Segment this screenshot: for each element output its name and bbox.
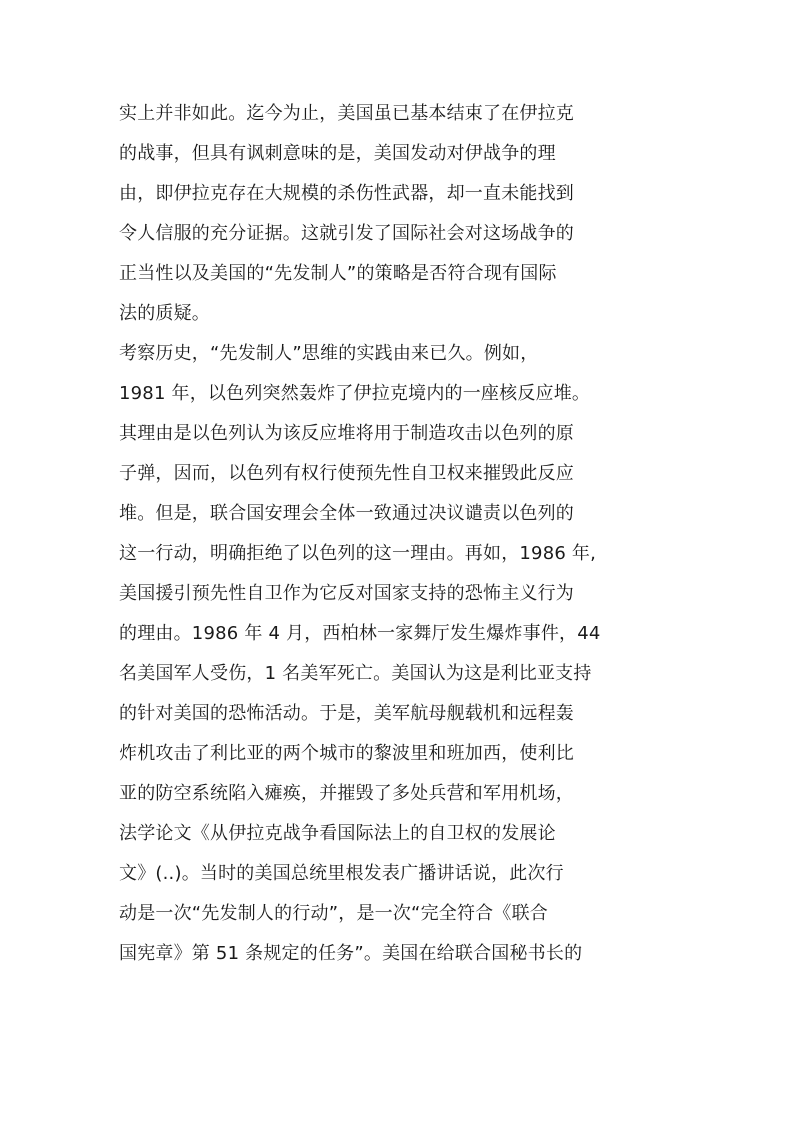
text-line: 国宪章》第 51 条规定的任务”。美国在给联合国秘书长的 xyxy=(119,943,583,964)
text-line: 的针对美国的恐怖活动。于是，美军航母舰载机和远程轰 xyxy=(119,703,574,724)
text-line: 的理由。1986 年 4 月，西柏林一家舞厅发生爆炸事件，44 xyxy=(119,623,601,644)
text-line: 实上并非如此。迄今为止，美国虽已基本结束了在伊拉克 xyxy=(119,103,574,124)
text-line: 令人信服的充分证据。这就引发了国际社会对这场战争的 xyxy=(119,223,574,244)
text-line: 其理由是以色列认为该反应堆将用于制造攻击以色列的原 xyxy=(119,423,574,444)
text-line: 法的质疑。 xyxy=(119,303,210,324)
text-line: 这一行动，明确拒绝了以色列的这一理由。再如，1986 年, xyxy=(119,543,597,564)
text-line: 法学论文《从伊拉克战争看国际法上的自卫权的发展论 xyxy=(119,823,556,844)
text-line: 炸机攻击了利比亚的两个城市的黎波里和班加西，使利比 xyxy=(119,743,574,764)
text-line: 由，即伊拉克存在大规模的杀伤性武器，却一直未能找到 xyxy=(119,183,574,204)
text-line: 正当性以及美国的“先发制人”的策略是否符合现有国际 xyxy=(119,263,557,284)
text-line: 动是一次“先发制人的行动”，是一次“完全符合《联合 xyxy=(119,903,548,924)
text-line: 1981 年，以色列突然轰炸了伊拉克境内的一座核反应堆。 xyxy=(119,383,591,404)
text-line: 名美国军人受伤，1 名美军死亡。美国认为这是利比亚支持 xyxy=(119,663,592,684)
text-line: 子弹，因而，以色列有权行使预先性自卫权来摧毁此反应 xyxy=(119,463,574,484)
text-line: 堆。但是，联合国安理会全体一致通过决议谴责以色列的 xyxy=(119,503,574,524)
text-line: 考察历史，“先发制人”思维的实践由来已久。例如， xyxy=(119,343,539,364)
body-text xyxy=(119,94,679,974)
text-line: 美国援引预先性自卫作为它反对国家支持的恐怖主义行为 xyxy=(119,583,574,604)
text-line: 的战事，但具有讽刺意味的是，美国发动对伊战争的理 xyxy=(119,143,556,164)
text-line: 亚的防空系统陷入瘫痪，并摧毁了多处兵营和军用机场， xyxy=(119,783,574,804)
text-line: 文》(..)。当时的美国总统里根发表广播讲话说，此次行 xyxy=(119,863,564,884)
